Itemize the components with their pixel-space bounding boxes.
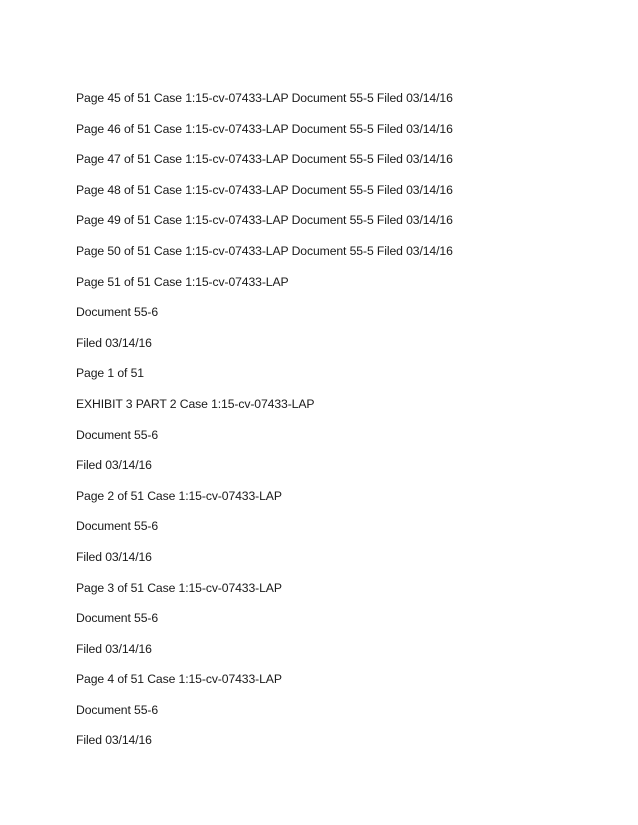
text-line: Filed 03/14/16 (76, 549, 152, 564)
text-line: Page 3 of 51 Case 1:15-cv-07433-LAP (76, 580, 282, 595)
text-line: Document 55-6 (76, 611, 159, 626)
text-line: Page 46 of 51 Case 1:15-cv-07433-LAP Document 55-5 Filed 03/14/16 (76, 121, 453, 136)
text-line: Page 50 of 51 Case 1:15-cv-07433-LAP Document 55-5 Filed 03/14/16 (76, 243, 453, 258)
text-line: Page 4 of 51 Case 1:15-cv-07433-LAP (76, 672, 282, 687)
text-line: Page 48 of 51 Case 1:15-cv-07433-LAP Document 55-5 Filed 03/14/16 (76, 182, 453, 197)
text-line: Filed 03/14/16 (76, 733, 152, 748)
text-line: Page 1 of 51 (76, 366, 144, 381)
text-line: Page 51 of 51 Case 1:15-cv-07433-LAP (76, 274, 289, 289)
text-line: Document 55-6 (76, 305, 159, 320)
document-text-block (76, 89, 453, 762)
text-line: Page 45 of 51 Case 1:15-cv-07433-LAP Document 55-5 Filed 03/14/16 (76, 91, 453, 105)
text-line: EXHIBIT 3 PART 2 Case 1:15-cv-07433-LAP (76, 396, 315, 411)
text-line: Filed 03/14/16 (76, 641, 152, 656)
text-line: Document 55-6 (76, 427, 159, 442)
text-line: Page 47 of 51 Case 1:15-cv-07433-LAP Document 55-5 Filed 03/14/16 (76, 152, 453, 167)
text-line: Document 55-6 (76, 519, 159, 534)
text-line: Filed 03/14/16 (76, 458, 152, 473)
text-line: Page 2 of 51 Case 1:15-cv-07433-LAP (76, 488, 282, 503)
text-line: Document 55-6 (76, 702, 159, 717)
text-line: Page 49 of 51 Case 1:15-cv-07433-LAP Document 55-5 Filed 03/14/16 (76, 213, 453, 228)
text-line: Filed 03/14/16 (76, 335, 152, 350)
